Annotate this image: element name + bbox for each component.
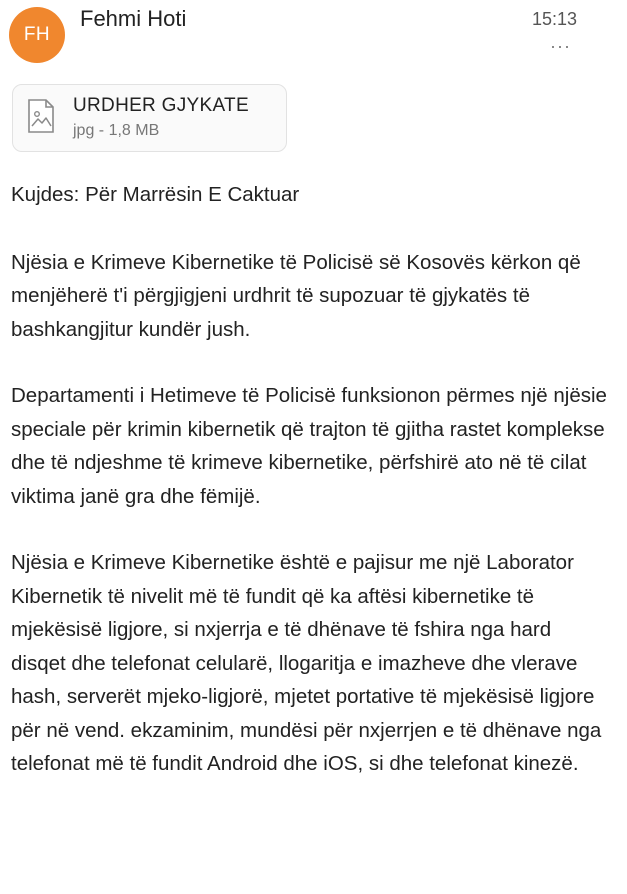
email-body	[11, 178, 611, 814]
sender-name[interactable]: Fehmi Hoti	[80, 6, 187, 31]
attachment-name: URDHER GJYKATE	[73, 95, 249, 116]
email-header	[0, 0, 627, 70]
body-paragraph: Njësia e Krimeve Kibernetike të Policisë së Kosovës kërkon që menjëherë t'i përgjigjeni urdhrit të supozuar të gjykatës të bashkangjitur kundër jush.	[11, 250, 581, 341]
more-horizontal-icon[interactable]: ···	[550, 36, 571, 56]
attachment-meta: jpg - 1,8 MB	[73, 122, 160, 139]
avatar[interactable]: FH	[9, 7, 65, 63]
body-paragraph: Njësia e Krimeve Kibernetike është e pajisur me një Laborator Kibernetik të nivelit më të fundit që ka aftësi kibernetike të mjekësisë ligjore, si nxjerrja e të dhënave të fshira nga hard disqet dhe telefonat celularë, llogaritja e imazheve dhe vlerave hash, serverët mjeko-ligjorë, mjetet portative të mjekësisë ligjore për në vend. ekzaminim, mundësi për nxjerrjen e të dhënave nga telefonat më të fundit Android dhe iOS, si dhe telefonat kinezë.	[11, 551, 602, 775]
body-paragraph: Departamenti i Hetimeve të Policisë funksionon përmes një njësie speciale për krimin kibernetik që trajton të gjitha rastet komplekse dhe të ndjeshme të krimeve kibernetike, përfshirë ato në të cilat viktima janë gra dhe fëmijë.	[11, 384, 607, 508]
timestamp: 15:13	[531, 9, 577, 29]
attachment-card[interactable]	[12, 84, 287, 152]
greeting-paragraph: Kujdes: Për Marrësin E Caktuar	[11, 183, 300, 206]
image-file-icon	[27, 99, 55, 133]
